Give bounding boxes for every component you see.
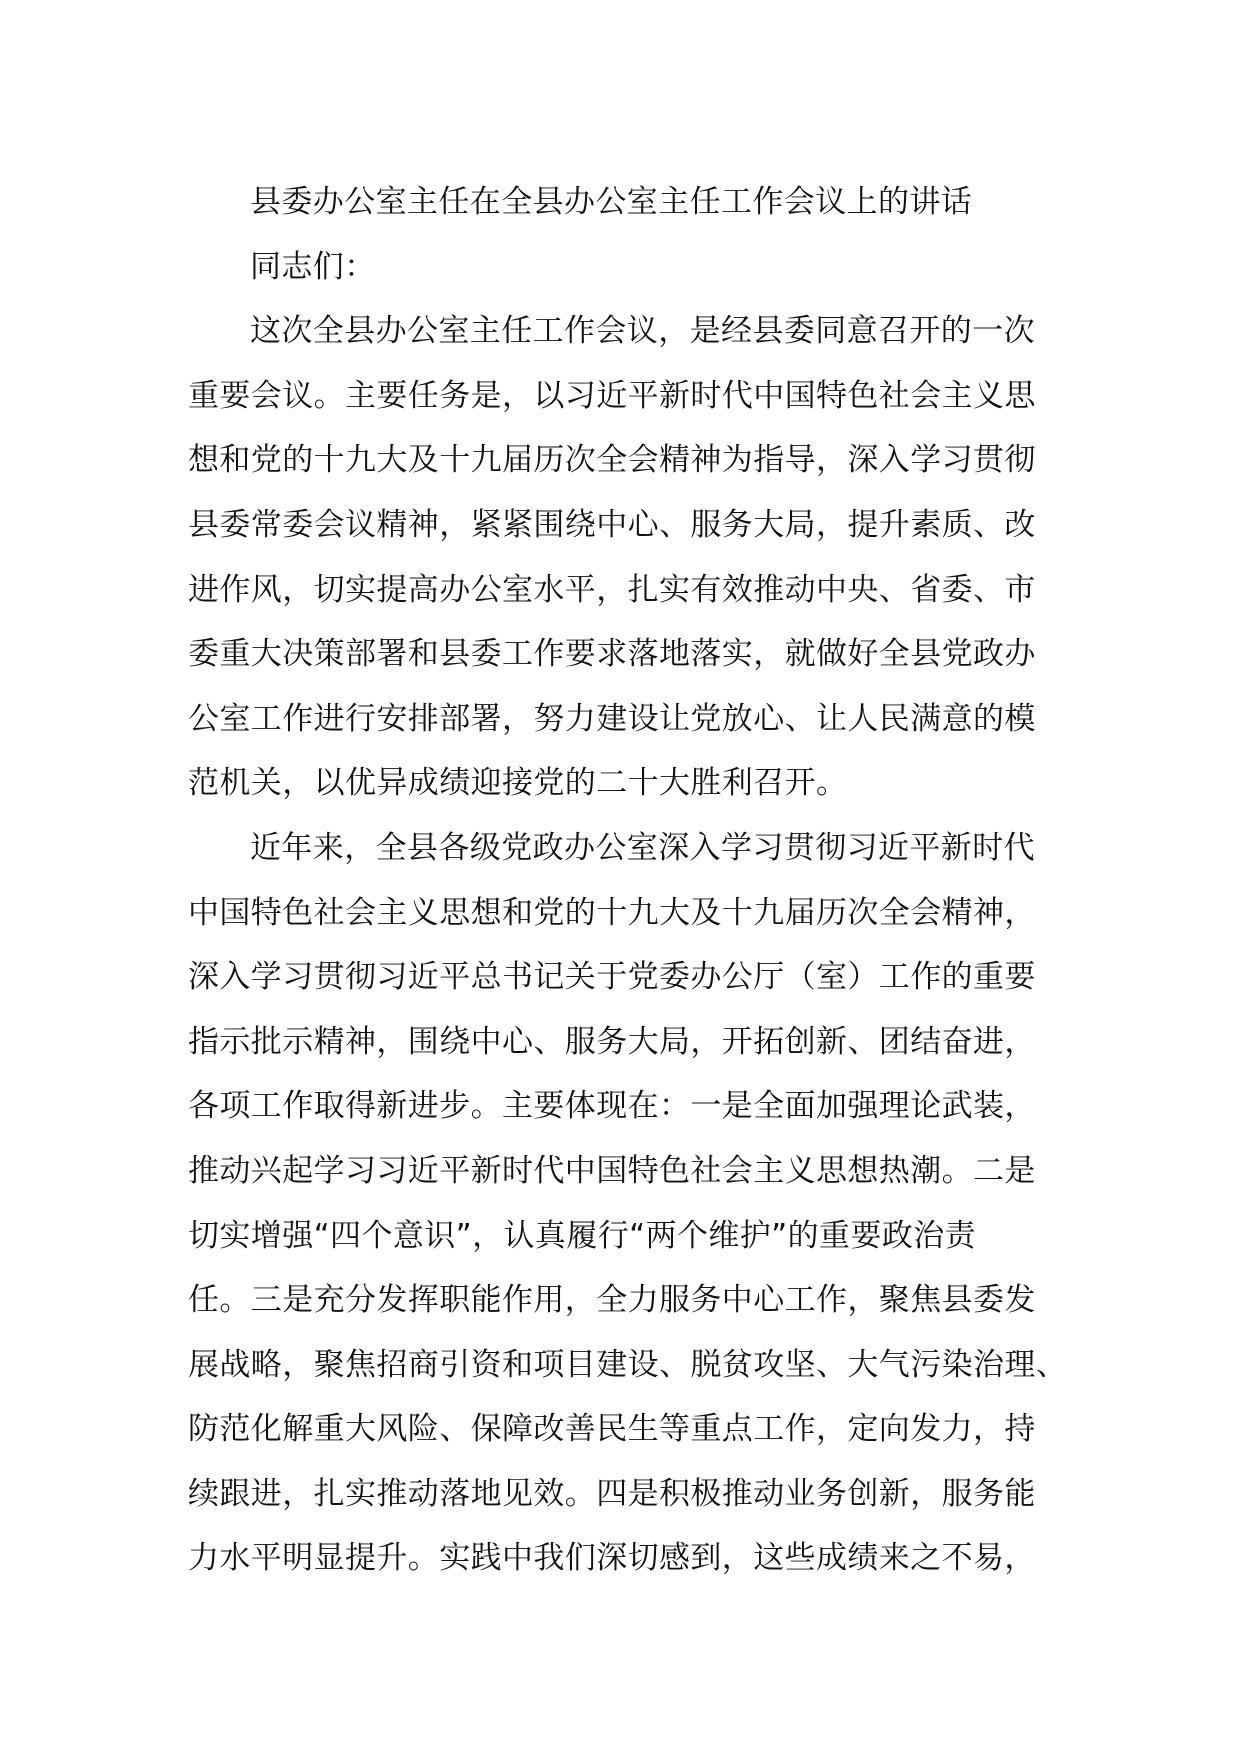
body-line: 想和党的十九大及十九届历次全会精神为指导，深入学习贯彻 (188, 442, 1036, 479)
body-line: 指示批示精神，围绕中心、服务大局，开拓创新、团结奋进， (188, 1023, 1036, 1060)
body-text (188, 299, 1068, 1591)
body-line: 中国特色社会主义思想和党的十九大及十九届历次全会精神， (188, 894, 1036, 931)
body-line: 续跟进，扎实推动落地见效。四是积极推动业务创新，服务能 (188, 1475, 1036, 1512)
body-line: 这次全县办公室主任工作会议，是经县委同意召开的一次 (250, 313, 1035, 350)
document-body (188, 170, 1068, 1591)
body-line: 近年来，全县各级党政办公室深入学习贯彻习近平新时代 (250, 829, 1035, 866)
body-line: 推动兴起学习习近平新时代中国特色社会主义思想热潮。二是 (188, 1152, 1036, 1189)
body-line: 切实增强“四个意识”，认真履行“两个维护”的重要政治责 (188, 1217, 977, 1254)
body-line: 进作风，切实提高办公室水平，扎实有效推动中央、省委、市 (188, 571, 1036, 608)
document-title: 县委办公室主任在全县办公室主任工作会议上的讲话 (250, 184, 973, 220)
salutation: 同志们： (250, 248, 376, 285)
body-line: 各项工作取得新进步。主要体现在：一是全面加强理论武装， (188, 1088, 1036, 1125)
body-line: 力水平明显提升。实践中我们深切感到，这些成绩来之不易， (188, 1540, 1036, 1577)
body-line: 展战略，聚焦招商引资和项目建设、脱贫攻坚、大气污染治理、 (188, 1346, 1068, 1383)
body-line: 任。三是充分发挥职能作用，全力服务中心工作，聚焦县委发 (188, 1282, 1036, 1319)
body-line: 公室工作进行安排部署，努力建设让党放心、让人民满意的模 (188, 700, 1036, 737)
body-line: 范机关，以优异成绩迎接党的二十大胜利召开。 (188, 765, 848, 802)
body-line: 深入学习贯彻习近平总书记关于党委办公厅（室）工作的重要 (188, 959, 1036, 996)
body-line: 重要会议。主要任务是，以习近平新时代中国特色社会主义思 (188, 377, 1036, 414)
body-line: 委重大决策部署和县委工作要求落地落实，就做好全县党政办 (188, 636, 1036, 673)
body-line: 防范化解重大风险、保障改善民生等重点工作，定向发力，持 (188, 1411, 1036, 1448)
body-line: 县委常委会议精神，紧紧围绕中心、服务大局，提升素质、改 (188, 506, 1036, 543)
